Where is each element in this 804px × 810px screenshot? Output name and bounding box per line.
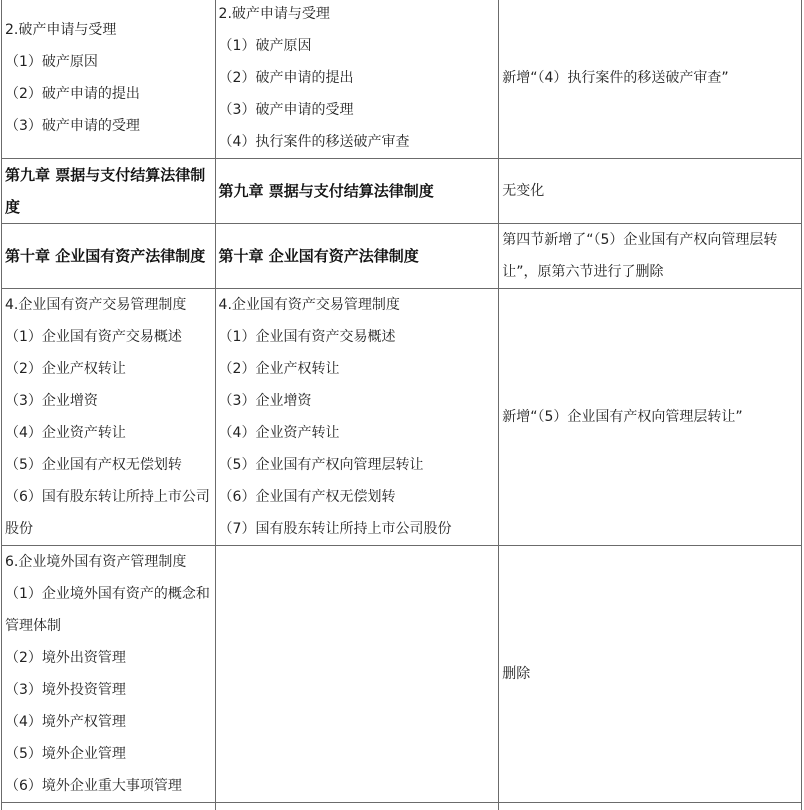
table-row — [2, 224, 802, 289]
table-row — [2, 0, 802, 159]
change-note-cell — [499, 159, 802, 224]
new-chapter-title: 第十章 企业国有资产法律制度 — [218, 247, 419, 265]
cell-empty — [215, 803, 499, 810]
change-note-cell — [499, 224, 802, 289]
old-item-line: （3）企业增资 — [5, 393, 98, 409]
table-row — [2, 159, 802, 224]
old-chapter-title: 第九章 票据与支付结算法律制度 — [5, 166, 206, 216]
old-item-line: 4.企业国有资产交易管理制度 — [5, 297, 187, 313]
new-item-line: （5）企业国有产权向管理层转让 — [218, 457, 424, 473]
old-chapter-heading — [2, 159, 216, 224]
old-item-line: （3）破产申请的受理 — [5, 118, 140, 134]
new-item-line: （3）破产申请的受理 — [218, 102, 354, 118]
table-row — [2, 289, 802, 546]
new-item-line: 4.企业国有资产交易管理制度 — [218, 297, 400, 313]
old-chapter-heading — [2, 224, 216, 289]
new-chapter-title: 第九章 票据与支付结算法律制度 — [218, 182, 434, 200]
old-item-line: （6）境外企业重大事项管理 — [5, 778, 182, 794]
old-item-line: （1）破产原因 — [5, 54, 98, 70]
change-note: 无变化 — [502, 183, 545, 199]
change-note: 第四节新增了“（5）企业国有产权向管理层转让”，原第六节进行了删除 — [502, 232, 778, 280]
old-item-line: （2）境外出资管理 — [5, 650, 126, 666]
old-item-line: （4）企业资产转让 — [5, 425, 126, 441]
new-item-line: （2）破产申请的提出 — [218, 70, 354, 86]
change-note-cell — [499, 546, 802, 803]
new-item-line: （6）企业国有产权无偿划转 — [218, 489, 396, 505]
old-item-line: （5）企业国有产权无偿划转 — [5, 457, 182, 473]
old-item-line: 6.企业境外国有资产管理制度 — [5, 554, 187, 570]
old-item-line: （1）企业国有资产交易概述 — [5, 329, 182, 345]
new-syllabus-cell — [215, 289, 499, 546]
new-item-line: （3）企业增资 — [218, 393, 312, 409]
change-note: 删除 — [502, 666, 531, 682]
change-note-cell — [499, 289, 802, 546]
old-item-line: （2）破产申请的提出 — [5, 86, 140, 102]
old-syllabus-cell — [2, 289, 216, 546]
new-item-line: （1）破产原因 — [218, 38, 312, 54]
new-chapter-heading — [215, 159, 499, 224]
new-syllabus-cell-empty — [215, 546, 499, 803]
old-item-line: （4）境外产权管理 — [5, 714, 126, 730]
old-item-line: （1）企业境外国有资产的概念和管理体制 — [5, 586, 210, 634]
old-chapter-title: 第十章 企业国有资产法律制度 — [5, 247, 206, 265]
old-item-line: 2.破产申请与受理 — [5, 22, 117, 38]
old-item-line: （5）境外企业管理 — [5, 746, 126, 762]
old-item-line: （2）企业产权转让 — [5, 361, 126, 377]
old-syllabus-cell — [2, 546, 216, 803]
change-note-cell — [499, 0, 802, 159]
new-item-line: （7）国有股东转让所持上市公司股份 — [218, 521, 452, 537]
old-syllabus-cell — [2, 0, 216, 159]
table-row — [2, 803, 802, 810]
new-item-line: （1）企业国有资产交易概述 — [218, 329, 396, 345]
new-item-line: 2.破产申请与受理 — [218, 6, 330, 22]
table-row — [2, 546, 802, 803]
old-item-line: （3）境外投资管理 — [5, 682, 126, 698]
syllabus-comparison-table — [1, 0, 802, 810]
new-item-line: （4）执行案件的移送破产审查 — [218, 134, 410, 150]
change-note: 新增“（4）执行案件的移送破产审查” — [502, 70, 729, 86]
old-item-line: （6）国有股东转让所持上市公司股份 — [5, 489, 210, 537]
change-note: 新增“（5）企业国有产权向管理层转让” — [502, 409, 743, 425]
cell-empty — [2, 803, 216, 810]
cell-empty — [499, 803, 802, 810]
new-chapter-heading — [215, 224, 499, 289]
new-item-line: （4）企业资产转让 — [218, 425, 340, 441]
new-syllabus-cell — [215, 0, 499, 159]
new-item-line: （2）企业产权转让 — [218, 361, 340, 377]
